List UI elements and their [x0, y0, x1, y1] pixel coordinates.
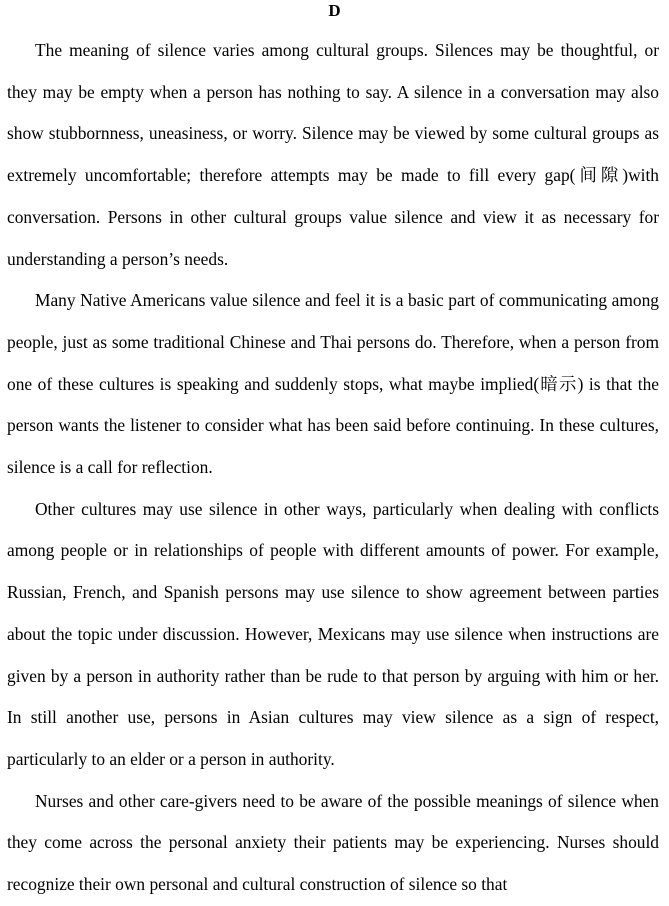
- passage-body: [7, 30, 659, 906]
- paragraph-4: Nurses and other care-givers need to be aware of the possible meanings of silence when they come across the personal anxiety their patients may be experiencing. Nurses should recognize their own personal and cultural construction of silence so that: [7, 790, 659, 895]
- paragraph-2: Many Native Americans value silence and feel it is a basic part of communicating among people, just as some traditional Chinese and Thai persons do. Therefore, when a person from one of these cultures is speaking and suddenly stops, what maybe implied(暗示) is that the person wants the listener to consider what has been said before continuing. In these cultures, silence is a call for reflection.: [7, 290, 659, 478]
- paragraph-3: Other cultures may use silence in other ways, particularly when dealing with conflicts among people or in relationships of people with different amounts of power. For example, Russian, French, and Spanish persons may use silence to show agreement between parties about the topic under discussion. However, Mexicans may use silence when instructions are given by a person in authority rather than be rude to that person by arguing with him or her. In still another use, persons in Asian cultures may view silence as a sign of respect, particularly to an elder or a person in authority.: [7, 498, 659, 769]
- section-heading: D: [328, 1, 341, 20]
- paragraph-1: The meaning of silence varies among cultural groups. Silences may be thoughtful, or they may be empty when a person has nothing to say. A silence in a conversation may also show stubbornness, uneasiness, or worry. Silence may be viewed by some cultural groups as extremely uncomfortable; therefore attempts may be made to fill every gap(间隙)with conversation. Persons in other cultural groups value silence and view it as necessary for understanding a person’s needs.: [7, 40, 659, 269]
